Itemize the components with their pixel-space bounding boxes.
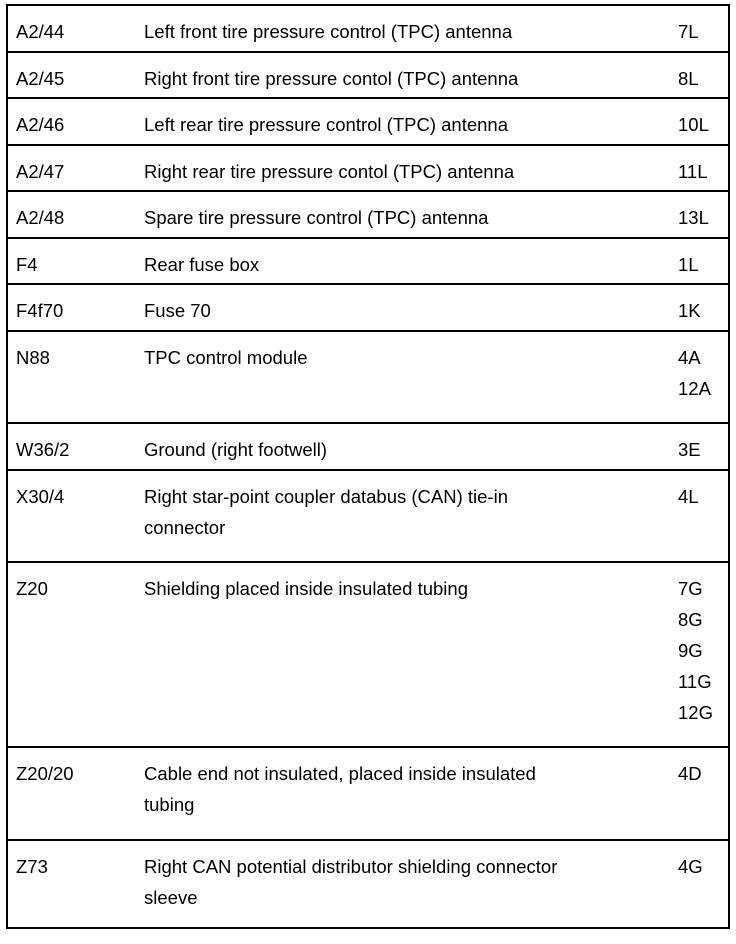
component-description: Right star-point coupler databus (CAN) tie-in connector bbox=[134, 470, 676, 562]
table-row bbox=[7, 5, 729, 52]
component-description: Rear fuse box bbox=[134, 238, 676, 284]
component-description: Left rear tire pressure control (TPC) antenna bbox=[134, 98, 676, 145]
component-description: Fuse 70 bbox=[134, 284, 676, 331]
component-code: X30/4 bbox=[7, 470, 134, 562]
table-row bbox=[7, 191, 729, 238]
grid-reference: 4L bbox=[676, 470, 729, 562]
component-description: Cable end not insulated, placed inside insulated tubing bbox=[134, 747, 676, 840]
grid-reference: 13L bbox=[676, 191, 729, 238]
component-description: Shielding placed inside insulated tubing bbox=[134, 562, 676, 747]
grid-reference: 8L bbox=[676, 52, 729, 98]
component-description: Ground (right footwell) bbox=[134, 423, 676, 470]
component-code: Z73 bbox=[7, 840, 134, 928]
grid-reference: 11L bbox=[676, 145, 729, 191]
table-row bbox=[7, 98, 729, 145]
table-row bbox=[7, 840, 729, 928]
grid-reference: 4G bbox=[676, 840, 729, 928]
component-code: A2/47 bbox=[7, 145, 134, 191]
component-description: Left front tire pressure control (TPC) antenna bbox=[144, 21, 513, 42]
component-code: N88 bbox=[7, 331, 134, 423]
component-code: Z20 bbox=[7, 562, 134, 747]
table-row bbox=[7, 284, 729, 331]
grid-reference: 1K bbox=[676, 284, 729, 331]
grid-reference: 4A 12A bbox=[676, 331, 729, 423]
component-code: A2/45 bbox=[7, 52, 134, 98]
component-code: F4f70 bbox=[7, 284, 134, 331]
table-row bbox=[7, 238, 729, 284]
table-row bbox=[7, 423, 729, 470]
component-code: Z20/20 bbox=[7, 747, 134, 840]
table-row bbox=[7, 145, 729, 191]
component-description: Right front tire pressure contol (TPC) antenna bbox=[134, 52, 676, 98]
grid-reference: 7G 8G 9G 11G 12G bbox=[676, 562, 729, 747]
component-description: Spare tire pressure control (TPC) antenna bbox=[134, 191, 676, 238]
component-legend-table bbox=[6, 4, 730, 929]
component-code: A2/48 bbox=[7, 191, 134, 238]
table-row bbox=[7, 747, 729, 840]
grid-reference: 1L bbox=[676, 238, 729, 284]
component-code: A2/46 bbox=[7, 98, 134, 145]
component-description: Right rear tire pressure contol (TPC) antenna bbox=[134, 145, 676, 191]
component-description: Right CAN potential distributor shielding connector sleeve bbox=[134, 840, 676, 928]
table-row bbox=[7, 562, 729, 747]
grid-reference: 4D bbox=[676, 747, 729, 840]
component-code: F4 bbox=[7, 238, 134, 284]
component-code: A2/44 bbox=[16, 21, 65, 42]
grid-reference: 10L bbox=[676, 98, 729, 145]
table-row bbox=[7, 52, 729, 98]
component-description: TPC control module bbox=[134, 331, 676, 423]
grid-reference: 3E bbox=[676, 423, 729, 470]
grid-reference: 7L bbox=[678, 21, 699, 42]
component-code: W36/2 bbox=[7, 423, 134, 470]
table-row bbox=[7, 331, 729, 423]
table-row bbox=[7, 470, 729, 562]
